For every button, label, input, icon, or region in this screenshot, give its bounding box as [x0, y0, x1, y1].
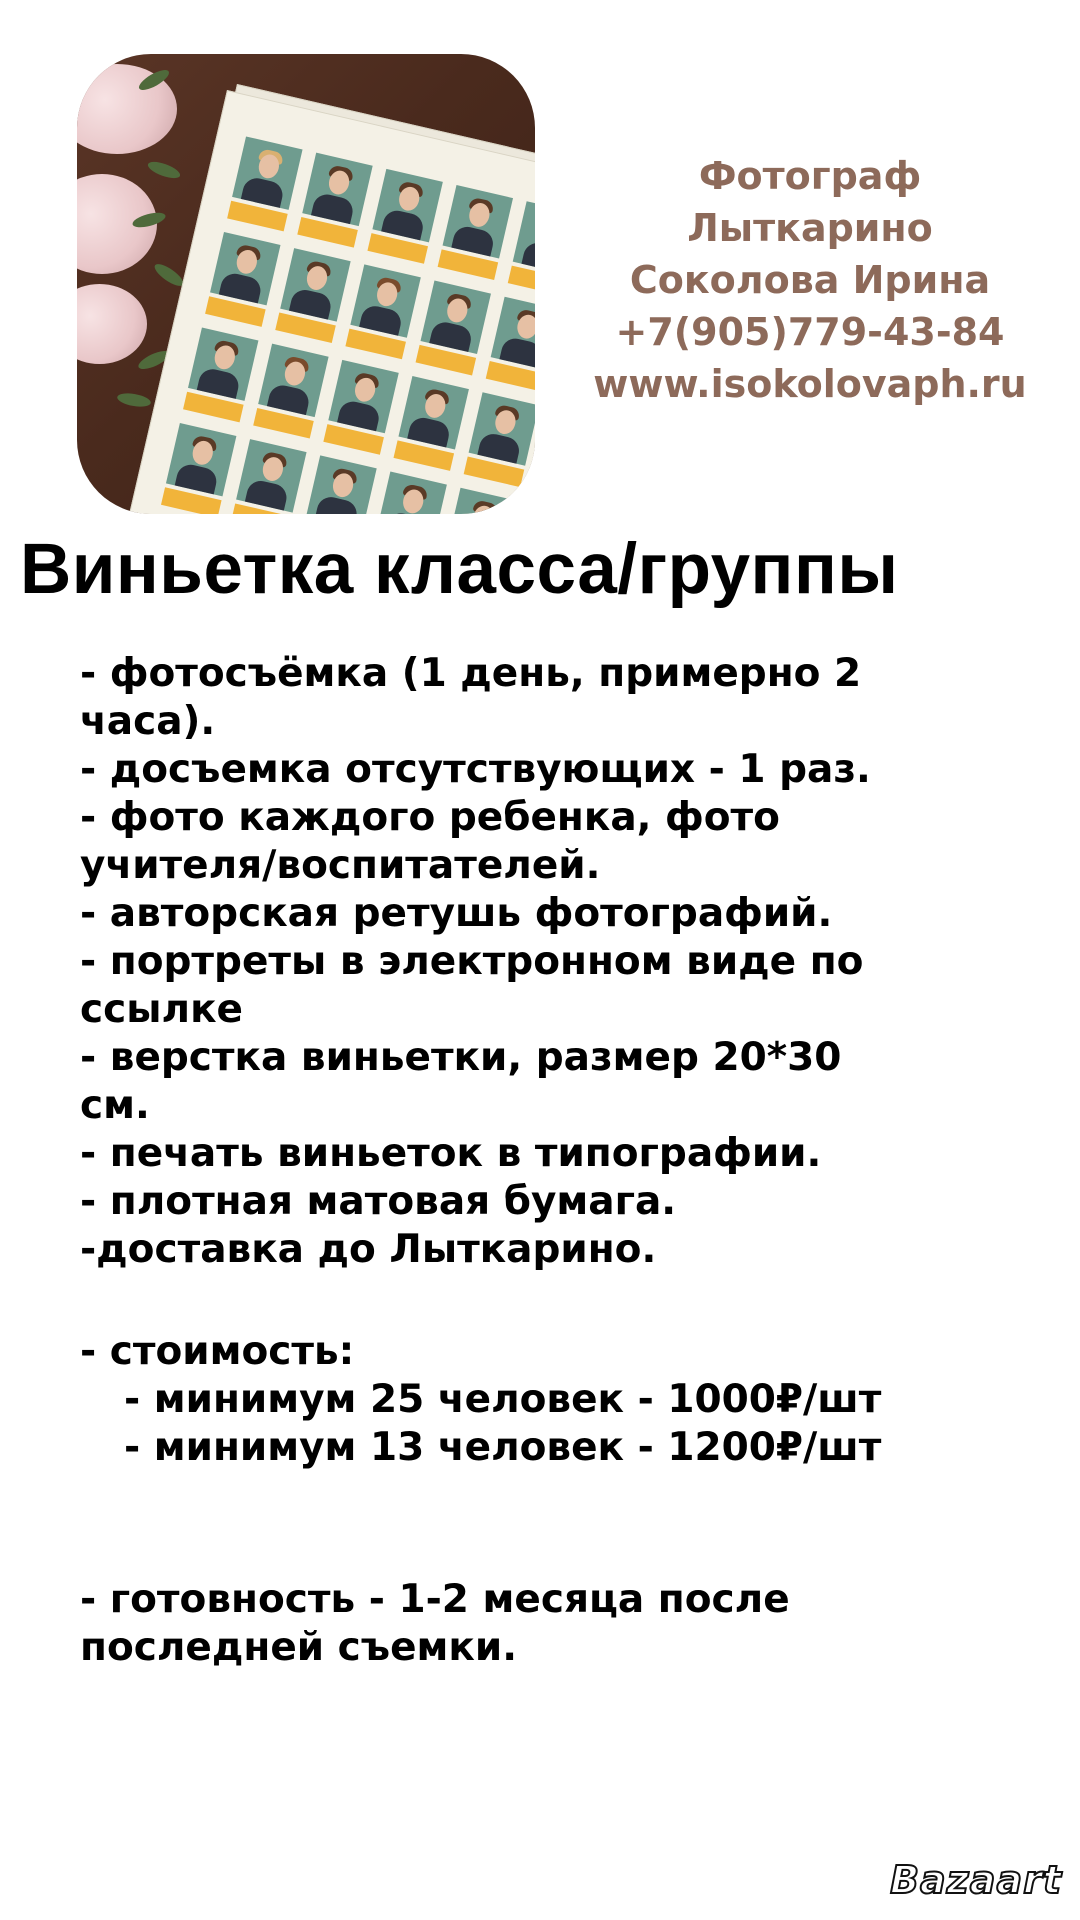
portrait — [415, 281, 491, 378]
readiness-line: последней съемки. — [80, 1625, 518, 1670]
list-item: учителя/воспитателей. — [80, 843, 601, 888]
list-item: часа). — [80, 699, 216, 744]
contact-block — [560, 150, 1060, 410]
portrait — [301, 455, 377, 514]
portrait — [323, 360, 399, 457]
portrait — [297, 153, 373, 250]
list-item: - плотная матовая бумага. — [80, 1179, 677, 1224]
list-item: - верстка виньетки, размер 20*30 — [80, 1035, 842, 1080]
portrait — [463, 392, 535, 489]
portrait — [183, 327, 259, 424]
portrait — [485, 297, 535, 394]
contact-name: Соколова Ирина — [629, 258, 991, 302]
contact-role: Фотограф — [698, 154, 922, 198]
portrait — [371, 472, 447, 514]
bazaart-watermark: Bazaart — [890, 1858, 1062, 1902]
price-option: - минимум 25 человек - 1000₽/шт — [124, 1377, 882, 1422]
portrait — [441, 488, 517, 514]
page-title: Виньетка класса/группы — [20, 530, 899, 609]
contact-website: www.isokolovaph.ru — [593, 362, 1027, 406]
portrait — [275, 248, 351, 345]
list-item: -доставка до Лыткарино. — [80, 1227, 657, 1272]
price-label: - стоимость: — [80, 1329, 355, 1374]
portrait — [507, 201, 535, 298]
list-item: - авторская ретушь фотографий. — [80, 891, 833, 936]
list-item: см. — [80, 1083, 150, 1128]
contact-phone: +7(905)779-43-84 — [615, 310, 1005, 354]
list-item: - фотосъёмка (1 день, примерно 2 — [80, 651, 862, 696]
list-item: - портреты в электронном виде по — [80, 939, 864, 984]
portrait — [205, 232, 281, 329]
portrait — [367, 169, 443, 266]
portrait — [437, 185, 513, 282]
portrait — [231, 439, 307, 514]
list-item: - досъемка отсутствующих - 1 раз. — [80, 747, 871, 792]
price-option: - минимум 13 человек - 1200₽/шт — [124, 1425, 882, 1470]
contact-city: Лыткарино — [687, 206, 933, 250]
service-details — [80, 650, 1040, 1672]
readiness-line: - готовность - 1-2 месяца после — [80, 1577, 790, 1622]
portrait — [227, 136, 303, 233]
list-item: ссылке — [80, 987, 243, 1032]
list-item: - фото каждого ребенка, фото — [80, 795, 780, 840]
vignette-sample-photo — [77, 54, 535, 514]
list-item: - печать виньеток в типографии. — [80, 1131, 822, 1176]
portrait — [161, 423, 237, 514]
portrait — [393, 376, 469, 473]
portrait — [345, 264, 421, 361]
portrait — [253, 344, 329, 441]
